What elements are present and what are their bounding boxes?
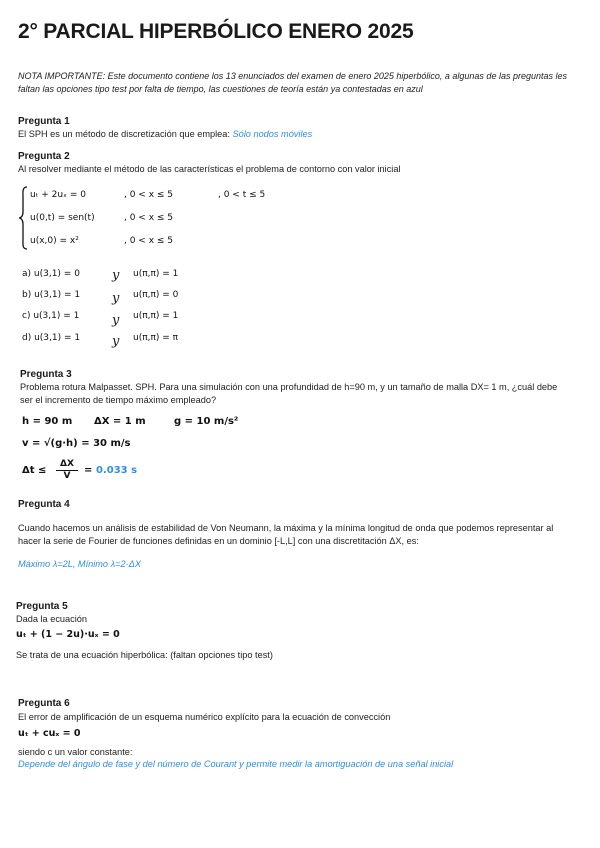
- option-b-y: y: [112, 291, 120, 306]
- system-brace: [18, 186, 28, 250]
- question-1-answer: Sólo nodos móviles: [232, 129, 313, 139]
- question-5-heading: Pregunta 5: [16, 601, 68, 612]
- q3-gravity: g = 10 m/s²: [174, 416, 239, 427]
- option-d-right: u(π,π) = π: [133, 333, 179, 343]
- page-title: 2° PARCIAL HIPERBÓLICO ENERO 2025: [18, 20, 414, 43]
- question-4-answer: Máximo λ=2L, Mínimo λ=2·ΔX: [18, 559, 141, 569]
- option-d-left: d) u(3,1) = 1: [22, 333, 81, 343]
- option-c-right: u(π,π) = 1: [133, 311, 179, 321]
- q3-equals: =: [84, 465, 93, 476]
- question-2-text: Al resolver mediante el método de las características el problema de contorno con valor inicial: [18, 164, 401, 174]
- q3-result: 0.033 s: [96, 465, 138, 476]
- question-6-heading: Pregunta 6: [18, 698, 70, 709]
- question-3-text: Problema rotura Malpasset. SPH. Para una simulación con una profundidad de h=90 m, y un tamaño de malla DX= 1 m, ¿cuál debe ser el incremento de tiempo máximo empleado?: [20, 382, 558, 405]
- question-1-prompt: El SPH es un método de discretización que emplea:: [18, 129, 230, 139]
- q3-depth: h = 90 m: [22, 416, 73, 427]
- option-c-y: y: [112, 313, 120, 328]
- question-5-text: Dada la ecuación: [16, 614, 87, 624]
- question-3-heading: Pregunta 3: [20, 369, 72, 380]
- system-dom-3: , 0 < x ≤ 5: [124, 236, 174, 246]
- q3-mesh: ΔX = 1 m: [94, 416, 146, 427]
- q3-velocity: v = √(g·h) = 30 m/s: [22, 438, 131, 449]
- question-6-text: El error de amplificación de un esquema numérico explícito para la ecuación de convección: [18, 712, 391, 722]
- question-5-equation: uₜ + (1 − 2u)·uₓ = 0: [16, 629, 120, 640]
- q3-fraction-num: ΔX: [56, 459, 78, 471]
- system-eq-2: u(0,t) = sen(t): [30, 213, 95, 223]
- option-a-y: y: [112, 268, 120, 283]
- question-6-text2: siendo c un valor constante:: [18, 747, 133, 757]
- system-eq-3: u(x,0) = x²: [30, 236, 79, 246]
- question-1-text: [18, 128, 312, 141]
- question-4-heading: Pregunta 4: [18, 499, 70, 510]
- option-d-y: y: [112, 334, 120, 349]
- system-dom-1b: , 0 < t ≤ 5: [218, 190, 266, 200]
- system-eq-1: uₜ + 2uₓ = 0: [30, 190, 87, 200]
- option-c-left: c) u(3,1) = 1: [22, 311, 80, 321]
- q3-fraction: [56, 459, 78, 482]
- question-6-answer: Depende del ángulo de fase y del número de Courant y permite medir la amortiguación de una señal inicial: [18, 759, 454, 769]
- option-a-left: a) u(3,1) = 0: [22, 269, 80, 279]
- question-1-heading: Pregunta 1: [18, 116, 70, 127]
- question-6-equation: uₜ + cuₓ = 0: [18, 728, 81, 739]
- option-b-left: b) u(3,1) = 1: [22, 290, 81, 300]
- option-b-right: u(π,π) = 0: [133, 290, 179, 300]
- q3-fraction-den: V: [63, 471, 71, 481]
- system-dom-2: , 0 < x ≤ 5: [124, 213, 174, 223]
- question-4-text: Cuando hacemos un análisis de estabilidad de Von Neumann, la máxima y la mínima longitud de onda que podemos representar al hacer la serie de Fourier de funciones definidas en un dominio [-L,L] con una discretitación ΔX, es:: [18, 523, 554, 546]
- question-2-heading: Pregunta 2: [18, 151, 70, 162]
- system-dom-1: , 0 < x ≤ 5: [124, 190, 174, 200]
- q3-dt-label: Δt ≤: [22, 465, 47, 476]
- option-a-right: u(π,π) = 1: [133, 269, 179, 279]
- question-5-text2: Se trata de una ecuación hiperbólica: (faltan opciones tipo test): [16, 650, 273, 660]
- important-note: NOTA IMPORTANTE: Este documento contiene los 13 enunciados del examen de enero 2025 hiperbólico, a algunas de las preguntas les faltan las opciones tipo test por falta de tiempo, las cuestiones de teoría están ya contestadas en azul: [18, 71, 567, 94]
